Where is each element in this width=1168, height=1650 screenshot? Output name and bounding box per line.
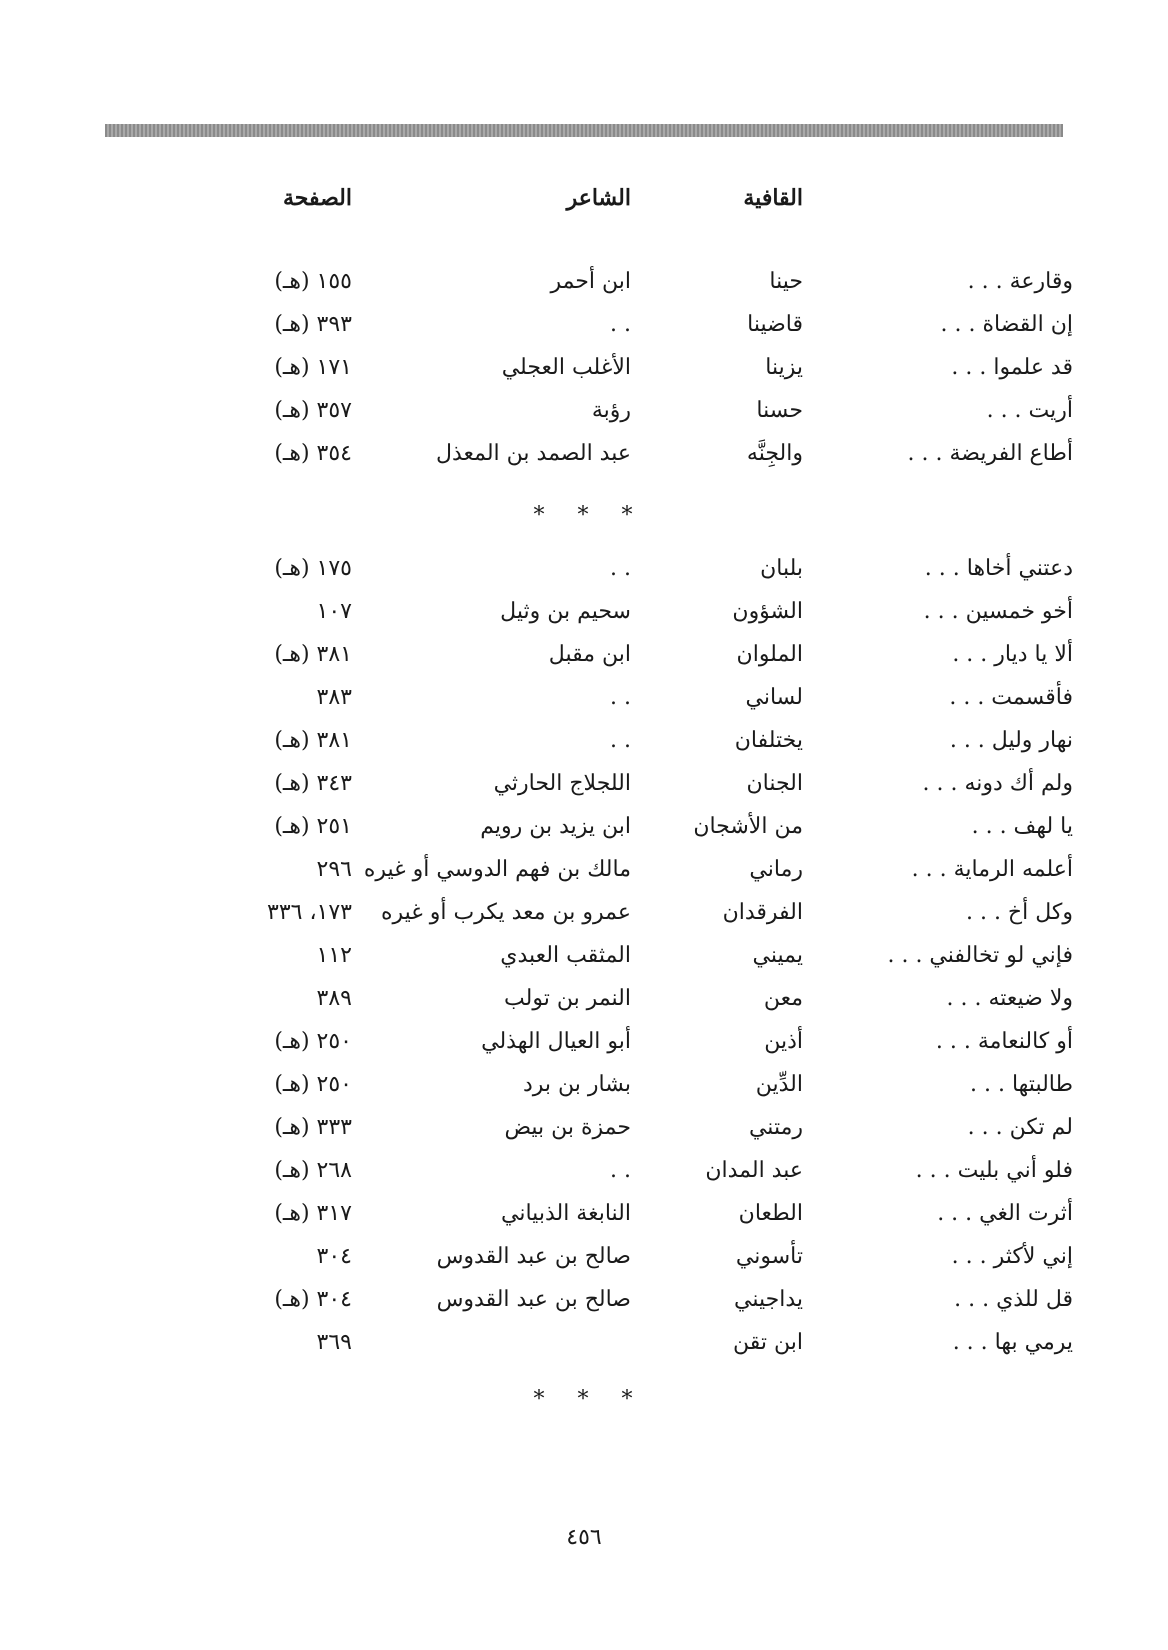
- verse-rhyme: يداجيني: [734, 1287, 803, 1312]
- header-rhyme: القافية: [743, 185, 803, 211]
- table-row: [0, 936, 1168, 976]
- verse-opening: أطاع الفريضة . . .: [907, 441, 1073, 466]
- verse-rhyme: رماني: [749, 857, 803, 882]
- verse-page: ٣٩٣ (هـ): [274, 312, 352, 337]
- verse-poet: أبو العيال الهذلي: [481, 1029, 631, 1054]
- verse-poet: صالح بن عبد القدوس: [436, 1244, 631, 1269]
- verse-poet: النمر بن تولب: [504, 986, 631, 1011]
- table-row: [0, 1237, 1168, 1277]
- verse-rhyme: تأسوني: [735, 1244, 803, 1269]
- verse-rhyme: الفرقدان: [722, 900, 803, 925]
- verse-page: ٢٦٨ (هـ): [274, 1158, 352, 1183]
- table-row: [0, 764, 1168, 804]
- table-row: [0, 807, 1168, 847]
- verse-page: ١٧٥ (هـ): [274, 556, 352, 581]
- verse-opening: فلو أني بليت . . .: [915, 1158, 1073, 1183]
- verse-page: ١٠٧: [316, 599, 352, 624]
- verse-rhyme: لساني: [745, 685, 803, 710]
- top-rule: [105, 124, 1063, 137]
- table-row: [0, 678, 1168, 718]
- verse-opening: أو كالنعامة . . .: [935, 1029, 1073, 1054]
- verse-rhyme: من الأشجان: [693, 814, 803, 839]
- verse-rhyme: الدِّين: [755, 1072, 803, 1097]
- verse-opening: دعتني أخاها . . .: [924, 556, 1073, 581]
- verse-page: ٣٣٣ (هـ): [274, 1115, 352, 1140]
- table-row: [0, 549, 1168, 589]
- table-row: [0, 1108, 1168, 1148]
- verse-opening: إن القضاة . . .: [940, 312, 1073, 337]
- table-row: [0, 262, 1168, 302]
- table-row: [0, 1194, 1168, 1234]
- verse-page: ٣٨١ (هـ): [274, 642, 352, 667]
- verse-page: ١١٢: [316, 943, 352, 968]
- verse-poet: . .: [610, 1158, 631, 1183]
- verse-rhyme: حينا: [769, 269, 803, 294]
- verse-rhyme: يختلفان: [734, 728, 803, 753]
- verse-rhyme: الملوان: [736, 642, 803, 667]
- verse-opening: ولا ضيعته . . .: [946, 986, 1073, 1011]
- verse-opening: أعلمه الرماية . . .: [911, 857, 1073, 882]
- verse-page: ٣٠٤: [316, 1244, 352, 1269]
- table-row: [0, 305, 1168, 345]
- column-headers: [0, 178, 1168, 218]
- table-row: [0, 850, 1168, 890]
- verse-poet: بشار بن برد: [523, 1072, 631, 1097]
- section-separator: * * *: [533, 1387, 635, 1412]
- table-row: [0, 348, 1168, 388]
- verse-poet: . .: [610, 728, 631, 753]
- verse-rhyme: حسنا: [756, 398, 803, 423]
- verse-page: ٣١٧ (هـ): [274, 1201, 352, 1226]
- table-row: [0, 1151, 1168, 1191]
- verse-page: ٣٨١ (هـ): [274, 728, 352, 753]
- verse-opening: لم تكن . . .: [967, 1115, 1073, 1140]
- verse-poet: اللجلاج الحارثي: [493, 771, 631, 796]
- verse-page: ١٧١ (هـ): [274, 355, 352, 380]
- verse-poet: ابن أحمر: [550, 269, 631, 294]
- verse-page: ٢٩٦: [316, 857, 352, 882]
- verse-rhyme: بلبان: [760, 556, 803, 581]
- verse-opening: أخو خمسين . . .: [923, 599, 1073, 624]
- verse-rhyme: يزينا: [765, 355, 803, 380]
- verse-poet: عمرو بن معد يكرب أو غيره: [380, 900, 631, 925]
- verse-rhyme: أذين: [764, 1029, 803, 1054]
- verse-opening: ألا يا ديار . . .: [952, 642, 1073, 667]
- verse-poet: . .: [610, 312, 631, 337]
- verse-poet: عبد الصمد بن المعذل: [435, 441, 631, 466]
- verse-poet: النابغة الذبياني: [501, 1201, 631, 1226]
- verse-page: ٢٥٠ (هـ): [274, 1029, 352, 1054]
- table-row: [0, 592, 1168, 632]
- verse-page: ٣٤٣ (هـ): [274, 771, 352, 796]
- verse-rhyme: رمتني: [748, 1115, 803, 1140]
- table-row: [0, 1022, 1168, 1062]
- verse-opening: قد علموا . . .: [951, 355, 1073, 380]
- verse-rhyme: الطعان: [738, 1201, 803, 1226]
- verse-rhyme: معن: [763, 986, 803, 1011]
- table-row: [0, 1065, 1168, 1105]
- verse-opening: طالبتها . . .: [970, 1072, 1073, 1097]
- verse-opening: إني لأكثر . . .: [951, 1244, 1073, 1269]
- verse-poet: مالك بن فهم الدوسي أو غيره: [363, 857, 631, 882]
- verse-poet: صالح بن عبد القدوس: [436, 1287, 631, 1312]
- verse-poet: المثقب العبدي: [500, 943, 631, 968]
- verse-rhyme: والجِنَّه: [746, 441, 803, 466]
- verse-poet: . .: [610, 685, 631, 710]
- verse-page: ٢٥١ (هـ): [274, 814, 352, 839]
- table-row: [0, 893, 1168, 933]
- page-number: ٤٥٦: [566, 1525, 602, 1550]
- verse-page: ٢٥٠ (هـ): [274, 1072, 352, 1097]
- verse-rhyme: ابن تقن: [733, 1330, 803, 1355]
- verse-opening: وكل أخ . . .: [965, 900, 1073, 925]
- verse-poet: سحيم بن وثيل: [500, 599, 631, 624]
- table-row: [0, 1323, 1168, 1363]
- table-row: [0, 391, 1168, 431]
- verse-opening: يا لهف . . .: [971, 814, 1073, 839]
- table-row: [0, 1280, 1168, 1320]
- verse-page: ٣٦٩: [316, 1330, 352, 1355]
- verse-opening: أريت . . .: [986, 398, 1073, 423]
- verse-page: ٣٠٤ (هـ): [274, 1287, 352, 1312]
- verse-rhyme: قاضينا: [747, 312, 803, 337]
- verse-opening: أثرت الغي . . .: [937, 1201, 1073, 1226]
- verse-poet: رؤبة: [591, 398, 631, 423]
- verse-opening: نهار وليل . . .: [949, 728, 1073, 753]
- verse-rhyme: يميني: [752, 943, 803, 968]
- verse-page: ١٥٥ (هـ): [274, 269, 352, 294]
- header-poet: الشاعر: [566, 185, 631, 211]
- verse-opening: فإني لو تخالفني . . .: [887, 943, 1073, 968]
- table-row: [0, 434, 1168, 474]
- verse-poet: . .: [610, 556, 631, 581]
- table-row: [0, 979, 1168, 1019]
- verse-page: ٣٥٧ (هـ): [274, 398, 352, 423]
- verse-opening: فأقسمت . . .: [949, 685, 1073, 710]
- verse-page: ٣٥٤ (هـ): [274, 441, 352, 466]
- verse-rhyme: الشؤون: [732, 599, 803, 624]
- verse-rhyme: عبد المدان: [705, 1158, 803, 1183]
- verse-page: ٣٨٩: [316, 986, 352, 1011]
- verse-poet: حمزة بن بيض: [504, 1115, 631, 1140]
- verse-poet: الأغلب العجلي: [501, 355, 631, 380]
- verse-page: ١٧٣، ٣٣٦: [267, 900, 352, 925]
- verse-poet: ابن مقبل: [548, 642, 631, 667]
- verse-opening: وقارعة . . .: [967, 269, 1073, 294]
- verse-page: ٣٨٣: [316, 685, 352, 710]
- section-separator: * * *: [533, 503, 635, 528]
- table-row: [0, 635, 1168, 675]
- verse-rhyme: الجنان: [746, 771, 803, 796]
- verse-opening: ولم أك دونه . . .: [922, 771, 1073, 796]
- header-page: الصفحة: [282, 185, 352, 211]
- table-row: [0, 721, 1168, 761]
- verse-opening: قل للذي . . .: [954, 1287, 1073, 1312]
- verse-poet: ابن يزيد بن رويم: [480, 814, 631, 839]
- verse-opening: يرمي بها . . .: [952, 1330, 1073, 1355]
